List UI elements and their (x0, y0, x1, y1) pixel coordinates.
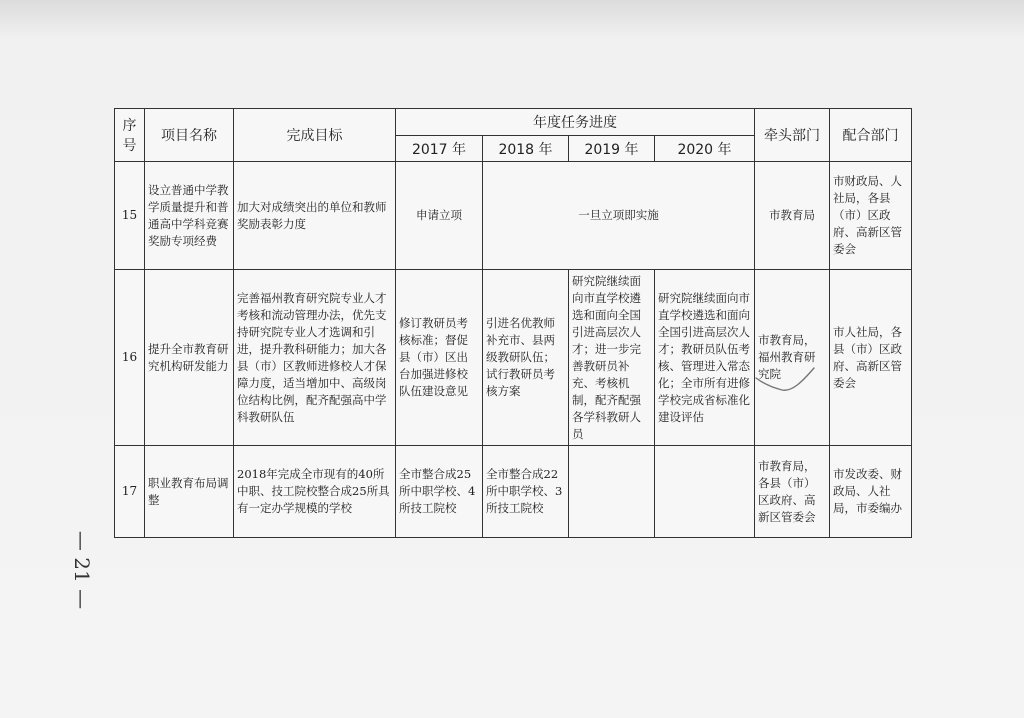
row-name: 设立普通中学教学质量提升和普通高中学科竞赛奖励专项经费 (145, 162, 234, 270)
row-2018-2020: 一旦立项即实施 (483, 162, 755, 270)
header-coop: 配合部门 (830, 109, 912, 162)
row-goal: 加大对成绩突出的单位和教师奖励表彰力度 (234, 162, 396, 270)
header-2020: 2020 年 (655, 136, 755, 162)
header-2018: 2018 年 (483, 136, 569, 162)
table-row (115, 446, 912, 538)
row-coop: 市发改委、财政局、人社局，市委编办 (830, 446, 912, 538)
header-2019: 2019 年 (569, 136, 655, 162)
row-2020: 研究院继续面向市直学校遴选和面向全国引进高层次人才；教研员队伍考核、管理进入常态化；全市所有进修学校完成省标准化建设评估 (655, 270, 755, 446)
row-2020 (655, 446, 755, 538)
header-2017: 2017 年 (396, 136, 483, 162)
header-lead: 牵头部门 (755, 109, 830, 162)
header-goal: 完成目标 (234, 109, 396, 162)
table-row (115, 270, 912, 446)
row-2018: 全市整合成22所中职学校、3所技工院校 (483, 446, 569, 538)
row-2018: 引进名优教师补充市、县两级教研队伍；试行教研员考核方案 (483, 270, 569, 446)
row-2017: 全市整合成25所中职学校、4所技工院校 (396, 446, 483, 538)
row-seq: 16 (115, 270, 145, 446)
task-table-wrapper (114, 108, 911, 537)
row-2019: 研究院继续面向市直学校遴选和面向全国引进高层次人才；进一步完善教研员补充、考核机制，配齐配强各学科教研人员 (569, 270, 655, 446)
row-2017: 修订教研员考核标准；督促县（市）区出台加强进修校队伍建设意见 (396, 270, 483, 446)
row-2019 (569, 446, 655, 538)
row-goal: 完善福州教育研究院专业人才考核和流动管理办法，优先支持研究院专业人才选调和引进，提升教科研能力；加大各县（市）区教师进修校人才保障力度，适当增加中、高级岗位结构比例，配齐配强高中学科教研队伍 (234, 270, 396, 446)
row-lead: 市教育局，福州教育研究院 (755, 270, 830, 446)
row-coop: 市人社局，各县（市）区政府、高新区管委会 (830, 270, 912, 446)
row-lead: 市教育局 (755, 162, 830, 270)
row-goal: 2018年完成全市现有的40所中职、技工院校整合成25所具有一定办学规模的学校 (234, 446, 396, 538)
header-name: 项目名称 (145, 109, 234, 162)
row-lead: 市教育局，各县（市）区政府、高新区管委会 (755, 446, 830, 538)
row-seq: 15 (115, 162, 145, 270)
header-row-1 (115, 109, 912, 136)
task-table (114, 108, 912, 538)
row-seq: 17 (115, 446, 145, 538)
row-name: 提升全市教育研究机构研发能力 (145, 270, 234, 446)
table-row (115, 162, 912, 270)
row-2017: 申请立项 (396, 162, 483, 270)
header-seq: 序号 (115, 109, 145, 162)
header-progress: 年度任务进度 (396, 109, 755, 136)
row-name: 职业教育布局调整 (145, 446, 234, 538)
page-number-text: — 21 — (70, 530, 95, 610)
page-number (62, 520, 102, 620)
row-coop: 市财政局、人社局，各县（市）区政府、高新区管委会 (830, 162, 912, 270)
